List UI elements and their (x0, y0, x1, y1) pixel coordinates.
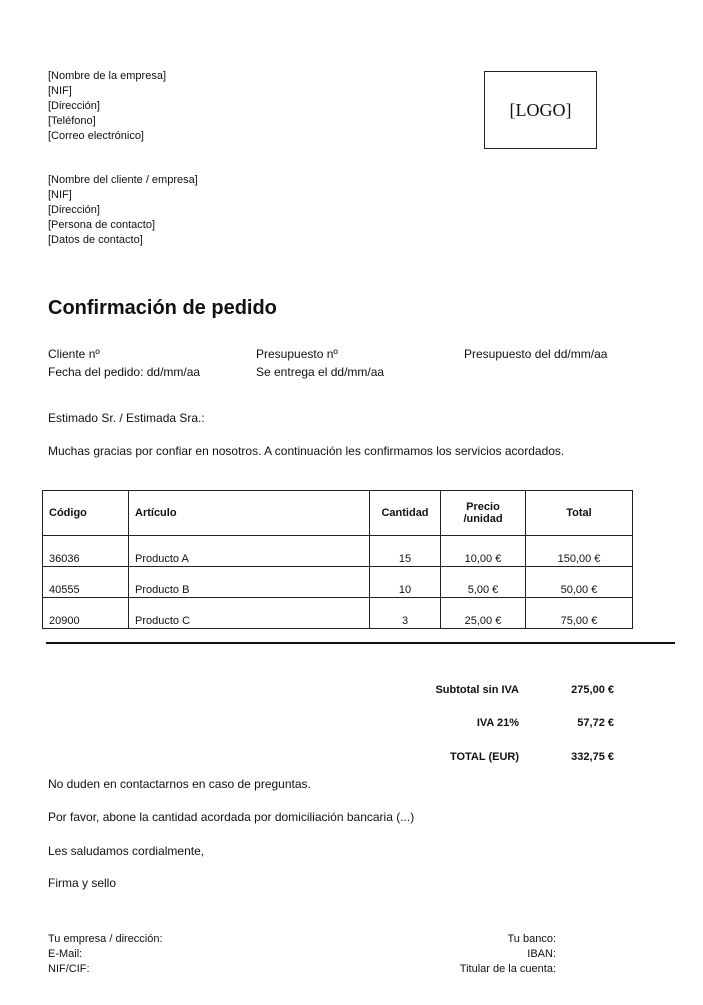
cell-cantidad: 3 (370, 598, 441, 629)
cell-precio: 10,00 € (441, 536, 526, 567)
intro-text: Muchas gracias por confiar en nosotros. A continuación les confirmamos los servicios acordados. (48, 444, 565, 458)
iva-label: IVA 21% (476, 717, 519, 729)
company-email: [Correo electrónico] (48, 130, 144, 142)
footer-company (48, 932, 163, 977)
logo-placeholder (484, 71, 597, 149)
cell-precio: 5,00 € (441, 567, 526, 598)
closing-regards: Les saludamos cordialmente, (48, 844, 205, 858)
cell-total: 50,00 € (526, 567, 633, 598)
header-codigo: Código (43, 491, 129, 536)
cell-articulo: Producto C (129, 598, 370, 629)
footer-company-address: Tu empresa / dirección: (48, 933, 163, 945)
meta-fecha-pedido: Fecha del pedido: dd/mm/aa (48, 365, 201, 379)
table-row (43, 567, 633, 598)
closing-signature: Firma y sello (48, 876, 117, 890)
client-contact-data: [Datos de contacto] (48, 234, 143, 246)
cell-total: 150,00 € (526, 536, 633, 567)
logo-text: [LOGO] (509, 99, 572, 120)
meta-entrega: Se entrega el dd/mm/aa (256, 365, 385, 379)
cell-cantidad: 10 (370, 567, 441, 598)
client-name: [Nombre del cliente / empresa] (48, 174, 198, 186)
cell-articulo: Producto B (129, 567, 370, 598)
header-total: Total (526, 491, 633, 536)
header-articulo: Artículo (129, 491, 370, 536)
table-header-row (43, 491, 633, 536)
meta-presupuesto-fecha: Presupuesto del dd/mm/aa (464, 347, 608, 361)
cell-codigo: 40555 (43, 567, 129, 598)
total-label: TOTAL (EUR) (449, 751, 519, 763)
header-cantidad: Cantidad (370, 491, 441, 536)
total-value: 332,75 € (571, 751, 614, 763)
cell-articulo: Producto A (129, 536, 370, 567)
footer-iban: IBAN: (527, 948, 556, 960)
client-address: [Dirección] (48, 204, 100, 216)
meta-presupuesto: Presupuesto nº (256, 347, 338, 361)
client-info (48, 173, 198, 248)
cell-cantidad: 15 (370, 536, 441, 567)
cell-precio: 25,00 € (441, 598, 526, 629)
closing-payment: Por favor, abone la cantidad acordada por domiciliación bancaria (...) (48, 810, 415, 824)
client-contact-person: [Persona de contacto] (48, 219, 156, 231)
table-row (43, 598, 633, 629)
company-name: [Nombre de la empresa] (48, 70, 166, 82)
header-precio: Precio /unidad (441, 491, 526, 536)
cell-codigo: 36036 (43, 536, 129, 567)
footer-bank (356, 932, 556, 977)
closing-contact: No duden en contactarnos en caso de preguntas. (48, 777, 311, 791)
footer-account-holder: Titular de la cuenta: (459, 963, 556, 975)
company-nif: [NIF] (48, 85, 72, 97)
cell-codigo: 20900 (43, 598, 129, 629)
company-info (48, 69, 166, 144)
subtotal-label: Subtotal sin IVA (435, 684, 519, 696)
page-title: Confirmación de pedido (48, 297, 277, 319)
subtotal-value: 275,00 € (571, 684, 614, 696)
footer-nif: NIF/CIF: (48, 963, 90, 975)
table-row (43, 536, 633, 567)
items-table (42, 490, 633, 629)
cell-total: 75,00 € (526, 598, 633, 629)
footer-bank-name: Tu banco: (507, 933, 556, 945)
client-nif: [NIF] (48, 189, 72, 201)
divider (46, 642, 675, 644)
greeting: Estimado Sr. / Estimada Sra.: (48, 411, 205, 425)
company-phone: [Teléfono] (48, 115, 96, 127)
meta-cliente: Cliente nº (48, 347, 100, 361)
footer-email: E-Mail: (48, 948, 83, 960)
iva-value: 57,72 € (577, 717, 614, 729)
company-address: [Dirección] (48, 100, 100, 112)
